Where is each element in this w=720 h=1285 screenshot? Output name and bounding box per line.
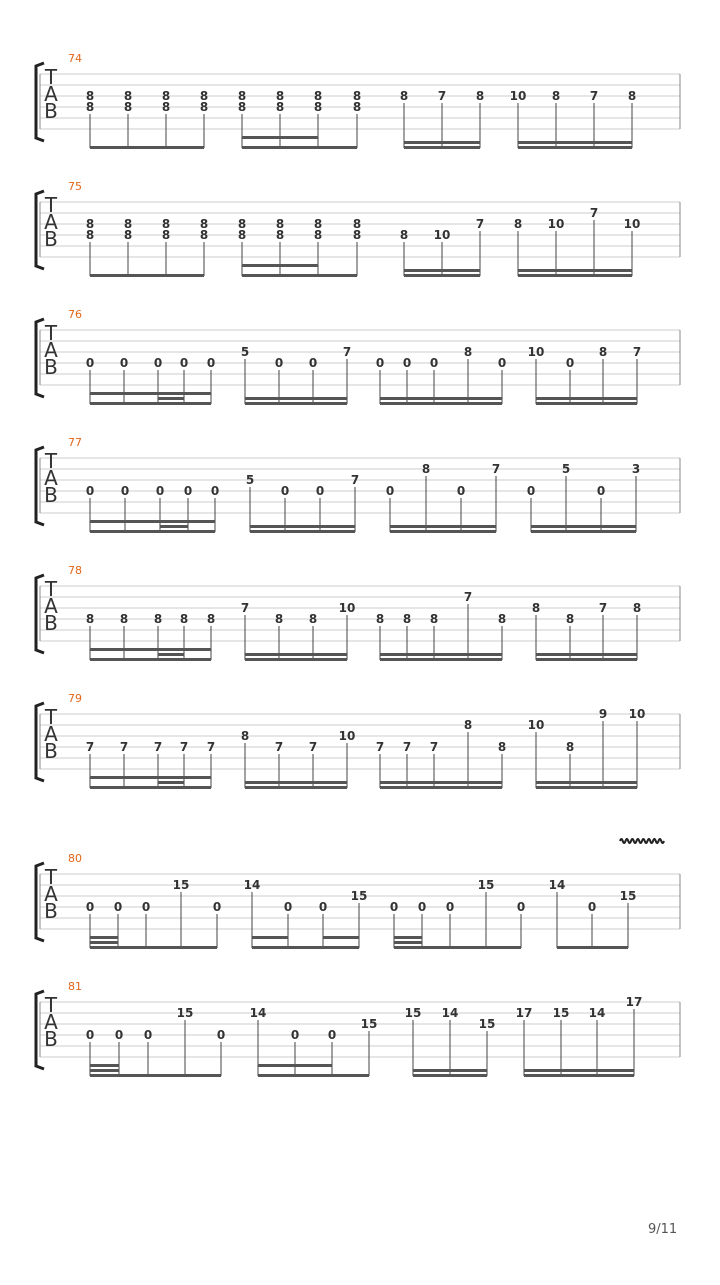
fret-number: 0 [565, 356, 575, 370]
tab-system [36, 692, 680, 789]
fret-number: 0 [429, 356, 439, 370]
beam-group [400, 89, 484, 149]
tab-system [36, 564, 680, 661]
beam [90, 146, 204, 149]
fret-number: 8 [199, 228, 209, 242]
fret-number: 0 [308, 356, 318, 370]
beam [531, 530, 636, 533]
fret-number: 0 [85, 356, 95, 370]
fret-number: 0 [327, 1028, 337, 1042]
fret-number: 0 [119, 356, 129, 370]
fret-number: 0 [85, 900, 95, 914]
beam-group [86, 89, 208, 149]
beam-group [528, 345, 642, 405]
fret-number: 8 [399, 228, 409, 242]
beam [245, 653, 347, 656]
fret-number: 10 [547, 217, 565, 231]
fret-number: 0 [153, 356, 163, 370]
fret-number: 15 [172, 878, 190, 892]
fret-number: 5 [561, 462, 571, 476]
fret-number: 8 [463, 345, 473, 359]
measure-number: 77 [68, 436, 82, 449]
beam [380, 402, 407, 405]
beam [518, 146, 632, 149]
fret-number: 8 [275, 100, 285, 114]
beam [394, 936, 422, 939]
tab-clef-letter: A [44, 466, 58, 490]
fret-number: 0 [290, 1028, 300, 1042]
fret-number: 0 [417, 900, 427, 914]
fret-number: 10 [433, 228, 451, 242]
beam [245, 781, 347, 784]
beam [90, 658, 211, 661]
beam [90, 520, 215, 523]
beam [524, 1074, 634, 1077]
fret-number: 10 [338, 601, 356, 615]
beam [390, 530, 496, 533]
fret-number: 0 [596, 484, 606, 498]
fret-number: 0 [141, 900, 151, 914]
measure-number: 76 [68, 308, 82, 321]
tab-clef-letter: B [44, 611, 58, 635]
fret-number: 8 [240, 729, 250, 743]
fret-number: 8 [179, 612, 189, 626]
tab-system [36, 980, 680, 1077]
beam [557, 946, 628, 949]
tab-system [36, 308, 680, 405]
beam [90, 936, 118, 939]
fret-number: 7 [491, 462, 501, 476]
beam [404, 146, 480, 149]
beam-group [400, 217, 484, 277]
fret-number: 0 [274, 356, 284, 370]
beam [518, 274, 632, 277]
fret-number: 8 [161, 100, 171, 114]
beam [536, 786, 637, 789]
beam [380, 786, 407, 789]
fret-number: 8 [275, 89, 285, 103]
beam [90, 1064, 119, 1067]
beam-group [86, 217, 208, 277]
beam [242, 136, 318, 139]
fret-number: 0 [113, 900, 123, 914]
fret-number: 8 [237, 217, 247, 231]
tab-system [36, 436, 680, 533]
tab-clef-letter: A [44, 722, 58, 746]
fret-number: 8 [199, 89, 209, 103]
fret-number: 8 [313, 89, 323, 103]
beam [404, 269, 480, 272]
fret-number: 8 [565, 612, 575, 626]
fret-number: 7 [206, 740, 216, 754]
measure-number: 75 [68, 180, 82, 193]
beam [404, 274, 480, 277]
beam [323, 936, 359, 939]
beam-group [244, 878, 368, 949]
beam [90, 530, 215, 533]
beam [518, 269, 632, 272]
tab-clef-letter: A [44, 882, 58, 906]
beam [413, 1074, 487, 1077]
tab-clef-letter: B [44, 355, 58, 379]
tab-clef-letter: B [44, 227, 58, 251]
beam [90, 1074, 221, 1077]
fret-number: 17 [625, 995, 643, 1009]
tab-clef-letter: A [44, 338, 58, 362]
fret-number: 8 [551, 89, 561, 103]
fret-number: 14 [441, 1006, 459, 1020]
beam-group [238, 217, 361, 277]
fret-number: 8 [85, 89, 95, 103]
beam [242, 274, 357, 277]
tab-clef-letter: B [44, 1027, 58, 1051]
fret-number: 0 [210, 484, 220, 498]
beam-group [510, 89, 637, 149]
beam [250, 525, 355, 528]
fret-number: 0 [283, 900, 293, 914]
fret-number: 8 [123, 89, 133, 103]
beam-group [241, 601, 356, 661]
fret-number: 8 [313, 100, 323, 114]
beam [394, 946, 521, 949]
fret-number: 8 [123, 100, 133, 114]
fret-number: 8 [352, 89, 362, 103]
measure-number: 78 [68, 564, 82, 577]
beam [536, 397, 637, 400]
tab-clef-letter: T [44, 865, 58, 889]
beam [90, 1069, 119, 1072]
fret-number: 0 [445, 900, 455, 914]
fret-number: 8 [161, 228, 171, 242]
beam-group [532, 601, 641, 661]
fret-number: 0 [120, 484, 130, 498]
beam [524, 1069, 634, 1072]
beam-group [390, 878, 525, 949]
fret-number: 0 [85, 484, 95, 498]
fret-number: 8 [463, 718, 473, 732]
fret-number: 8 [275, 228, 285, 242]
fret-number: 8 [161, 89, 171, 103]
tab-clef-letter: B [44, 99, 58, 123]
tab-clef-letter: T [44, 321, 58, 345]
fret-number: 0 [389, 900, 399, 914]
beam [90, 941, 118, 944]
beam-group [514, 206, 641, 277]
fret-number: 8 [123, 217, 133, 231]
fret-number: 15 [350, 889, 368, 903]
fret-number: 8 [206, 612, 216, 626]
fret-number: 8 [421, 462, 431, 476]
fret-number: 0 [375, 356, 385, 370]
fret-number: 8 [237, 89, 247, 103]
fret-number: 8 [275, 217, 285, 231]
beam [252, 936, 288, 939]
fret-number: 7 [589, 206, 599, 220]
beam [536, 658, 637, 661]
tab-clef-letter: B [44, 483, 58, 507]
fret-number: 0 [315, 484, 325, 498]
beam [242, 146, 357, 149]
beam [158, 781, 184, 784]
fret-number: 10 [628, 707, 646, 721]
fret-number: 15 [477, 878, 495, 892]
beam [380, 781, 502, 784]
fret-number: 8 [513, 217, 523, 231]
fret-number: 8 [85, 217, 95, 231]
fret-number: 8 [85, 100, 95, 114]
fret-number: 0 [179, 356, 189, 370]
fret-number: 8 [161, 217, 171, 231]
fret-number: 9 [598, 707, 608, 721]
beam-group [246, 473, 359, 533]
tab-system [36, 52, 680, 149]
fret-number: 7 [342, 345, 352, 359]
beam [90, 776, 211, 779]
beam-group [376, 718, 506, 789]
tab-system [36, 839, 680, 949]
fret-number: 10 [338, 729, 356, 743]
tab-clef-letter: A [44, 1010, 58, 1034]
fret-number: 0 [114, 1028, 124, 1042]
beam-group [528, 707, 646, 789]
beam-group [86, 878, 221, 949]
fret-number: 8 [565, 740, 575, 754]
tab-clef-letter: A [44, 82, 58, 106]
fret-number: 0 [385, 484, 395, 498]
beam-group [238, 89, 361, 149]
fret-number: 0 [155, 484, 165, 498]
beam [245, 402, 347, 405]
beam [531, 525, 636, 528]
fret-number: 0 [497, 356, 507, 370]
beam [245, 658, 347, 661]
fret-number: 7 [402, 740, 412, 754]
beam [252, 946, 359, 949]
fret-number: 7 [240, 601, 250, 615]
beam-group [376, 345, 506, 405]
fret-number: 10 [509, 89, 527, 103]
tab-clef-letter: T [44, 705, 58, 729]
fret-number: 0 [318, 900, 328, 914]
beam [536, 653, 637, 656]
fret-number: 8 [632, 601, 642, 615]
tab-clef-letter: T [44, 577, 58, 601]
fret-number: 8 [475, 89, 485, 103]
fret-number: 15 [552, 1006, 570, 1020]
fret-number: 7 [475, 217, 485, 231]
fret-number: 8 [627, 89, 637, 103]
beam [394, 941, 422, 944]
fret-number: 8 [352, 217, 362, 231]
fret-number: 8 [237, 228, 247, 242]
fret-number: 0 [526, 484, 536, 498]
beam [404, 141, 480, 144]
fret-number: 7 [375, 740, 385, 754]
fret-number: 7 [179, 740, 189, 754]
fret-number: 7 [274, 740, 284, 754]
fret-number: 15 [619, 889, 637, 903]
beam [390, 525, 496, 528]
beam-group [405, 1006, 496, 1077]
fret-number: 5 [245, 473, 255, 487]
fret-number: 0 [183, 484, 193, 498]
fret-number: 0 [85, 1028, 95, 1042]
beam [90, 648, 211, 651]
fret-number: 15 [404, 1006, 422, 1020]
beam-group [527, 462, 640, 533]
fret-number: 7 [350, 473, 360, 487]
fret-number: 0 [587, 900, 597, 914]
beam [518, 141, 632, 144]
fret-number: 8 [352, 228, 362, 242]
beam-group [241, 729, 356, 789]
fret-number: 17 [515, 1006, 533, 1020]
tab-clef-letter: T [44, 193, 58, 217]
fret-number: 8 [531, 601, 541, 615]
tab-clef-letter: A [44, 210, 58, 234]
fret-number: 8 [237, 100, 247, 114]
beam-group [250, 1006, 378, 1077]
beam-group [376, 590, 506, 661]
fret-number: 14 [249, 1006, 267, 1020]
fret-number: 10 [623, 217, 641, 231]
fret-number: 8 [85, 228, 95, 242]
fret-number: 7 [437, 89, 447, 103]
fret-number: 0 [206, 356, 216, 370]
vibrato-mark [620, 839, 664, 843]
beam [250, 530, 355, 533]
fret-number: 7 [85, 740, 95, 754]
fret-number: 7 [598, 601, 608, 615]
fret-number: 7 [429, 740, 439, 754]
beam [536, 402, 637, 405]
fret-number: 8 [598, 345, 608, 359]
beam-group [86, 1006, 225, 1077]
fret-number: 3 [631, 462, 641, 476]
fret-number: 0 [516, 900, 526, 914]
fret-number: 15 [360, 1017, 378, 1031]
beam-group [386, 462, 500, 533]
fret-number: 7 [589, 89, 599, 103]
fret-number: 8 [119, 612, 129, 626]
fret-number: 7 [632, 345, 642, 359]
fret-number: 0 [143, 1028, 153, 1042]
fret-number: 10 [527, 345, 545, 359]
fret-number: 8 [313, 228, 323, 242]
fret-number: 0 [280, 484, 290, 498]
beam [258, 1074, 369, 1077]
fret-number: 8 [313, 217, 323, 231]
fret-number: 14 [588, 1006, 606, 1020]
tab-clef-letter: B [44, 899, 58, 923]
fret-number: 10 [527, 718, 545, 732]
beam-group [241, 345, 351, 405]
fret-number: 7 [308, 740, 318, 754]
beam [90, 786, 211, 789]
fret-number: 8 [308, 612, 318, 626]
beam [245, 786, 347, 789]
beam-group [516, 995, 643, 1077]
measure-number: 80 [68, 852, 82, 865]
fret-number: 7 [463, 590, 473, 604]
tab-clef-letter: T [44, 993, 58, 1017]
fret-number: 8 [123, 228, 133, 242]
fret-number: 8 [402, 612, 412, 626]
fret-number: 8 [352, 100, 362, 114]
fret-number: 8 [497, 612, 507, 626]
beam [242, 264, 318, 267]
fret-number: 8 [274, 612, 284, 626]
fret-number: 8 [399, 89, 409, 103]
beam [90, 392, 211, 395]
measure-number: 79 [68, 692, 82, 705]
tab-system [36, 180, 680, 277]
fret-number: 8 [153, 612, 163, 626]
fret-number: 15 [176, 1006, 194, 1020]
tab-clef-letter: A [44, 594, 58, 618]
fret-number: 0 [212, 900, 222, 914]
fret-number: 15 [478, 1017, 496, 1031]
beam [413, 1069, 487, 1072]
beam [380, 397, 502, 400]
tab-clef-letter: T [44, 65, 58, 89]
fret-number: 7 [153, 740, 163, 754]
fret-number: 14 [243, 878, 261, 892]
fret-number: 5 [240, 345, 250, 359]
beam [158, 653, 184, 656]
beam [90, 402, 211, 405]
fret-number: 8 [429, 612, 439, 626]
fret-number: 8 [199, 100, 209, 114]
beam [258, 1064, 332, 1067]
beam [536, 781, 637, 784]
fret-number: 0 [216, 1028, 226, 1042]
beam [90, 946, 217, 949]
tab-clef-letter: B [44, 739, 58, 763]
measure-number: 74 [68, 52, 82, 65]
fret-number: 8 [497, 740, 507, 754]
beam-group [549, 878, 637, 949]
measure-number: 81 [68, 980, 82, 993]
fret-number: 0 [402, 356, 412, 370]
beam [158, 397, 184, 400]
fret-number: 14 [548, 878, 566, 892]
beam [160, 525, 188, 528]
beam [380, 658, 407, 661]
fret-number: 8 [375, 612, 385, 626]
fret-number: 0 [456, 484, 466, 498]
tab-clef-letter: T [44, 449, 58, 473]
fret-number: 7 [119, 740, 129, 754]
beam [245, 397, 347, 400]
fret-number: 8 [85, 612, 95, 626]
beam [380, 653, 502, 656]
page-number: 9/11 [648, 1222, 678, 1237]
fret-number: 8 [199, 217, 209, 231]
beam [90, 274, 204, 277]
